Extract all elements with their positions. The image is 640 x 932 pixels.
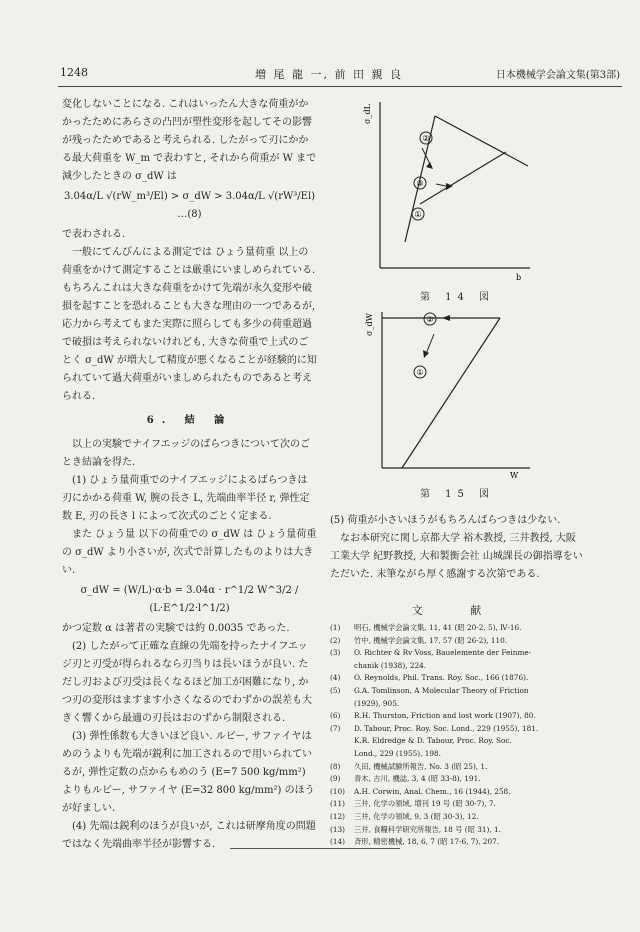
page-number: 1248	[60, 66, 88, 79]
conclusion-item-5: (5) 荷重が小さいほうがもちろんばらつきは少ない.	[330, 515, 561, 526]
reference-text: K.R. Eldredge & D. Tabour, Proc. Roy. Soc.	[354, 736, 512, 746]
figure-14	[360, 96, 560, 286]
conclusion-item-2: (2) したがって正確な直線の先端を持ったナイフエッジ刃と刃受が得られるなら刃当りは長いほうが良い. ただし刃および刃受は長くなるほど加工が困難になり, かつ刃の変形はますます小さくなるのでわずかの誤差も大きく響くから最適の刃長はおのずから制限される.	[62, 641, 312, 724]
paragraph: 一般にてんびんによる測定では ひょう量荷重 以上の荷重をかけて測定することは厳重にいましめられている. もちろんこれは大きな荷重をかけて先端が永久変形や破損を起すことを恐れることも大きな理由の一つであるが, 応力から考えてもまた実際に照らしても多少の荷重超過で破損は考えられないけれども, 大きな荷重で上式のごとく σ_dW が増大して精度が悪くなることが経験的に知られていて過大荷重がいましめられたものであると考えられる.	[62, 247, 317, 402]
reference-item	[330, 685, 590, 698]
reference-item	[330, 660, 590, 673]
fig15-diagonal	[402, 318, 500, 468]
reference-text: 三井, 化学の領域, 増刊 19 号 (昭 30-7), 7.	[354, 799, 496, 809]
conclusion-item-4: (4) 先端は鋭利のほうが良いが, これは研摩角度の問題ではなく先端曲率半径が影響する.	[62, 821, 316, 850]
footer-rule	[230, 848, 400, 849]
fig15-xlabel: W	[510, 471, 519, 478]
reference-number: (11)	[330, 799, 345, 809]
reference-number: (5)	[330, 685, 341, 695]
reference-number: (2)	[330, 635, 341, 645]
paragraph: で表わされる.	[62, 229, 126, 240]
header-rule	[58, 86, 622, 87]
reference-text: 明石, 機械学会論文集, 11, 41 (昭 20-2, 5), Ⅳ-16.	[354, 623, 522, 632]
reference-item	[330, 836, 590, 849]
reference-number: (4)	[330, 673, 341, 683]
references-list	[330, 622, 590, 849]
reference-item	[330, 698, 590, 711]
reference-item	[330, 710, 590, 723]
paragraph: かつ定数 α は著者の実験では約 0.0035 であった.	[62, 623, 290, 634]
left-column	[62, 96, 317, 854]
fig14-marker-1: ①	[414, 210, 422, 219]
references-title: 文 献	[411, 604, 504, 617]
reference-number: (6)	[330, 711, 341, 721]
reference-text: (1929), 905.	[354, 698, 400, 708]
equation-8: 3.04α/L √(rW_m³/El) > σ_dW > 3.04α/L √(rW³/El) …(8)	[63, 191, 316, 220]
equation-9: σ_dW = (W/L)·α·b = 3.04α · r^1/2 W^3/2 / (L·E^1/2·l^1/2)	[80, 585, 299, 614]
reference-text: R.H. Thurston, Friction and lost work (1907), 80.	[354, 711, 536, 721]
reference-item	[330, 635, 590, 648]
reference-text: O. Richter & Rv Voss, Bauelemente der Feinme-	[354, 648, 532, 658]
reference-text: 斉形, 精密機械, 18, 6, 7 (昭 17-6, 7), 207.	[354, 837, 500, 847]
paragraph: 以上の実験でナイフエッジのばらつきについて次のごとき結論を得た.	[62, 439, 310, 468]
fig14-marker-3: ③	[416, 179, 424, 188]
paragraph: また ひょう量 以下の荷重での σ_dW は ひょう量荷重 の σ_dW より小さいが, 次式で計算したものよりは大きい.	[62, 529, 317, 576]
figure-14-caption: 第 14 図	[420, 292, 496, 303]
reference-text: 久田, 機械試験所報告, No. 3 (昭 25), 1.	[354, 761, 488, 771]
figure-15-caption: 第 15 図	[420, 489, 496, 500]
reference-item	[330, 723, 590, 736]
reference-number: (3)	[330, 648, 341, 658]
reference-item	[330, 647, 590, 660]
reference-number: (14)	[330, 837, 345, 847]
reference-item	[330, 748, 590, 761]
conclusion-item-1: (1) ひょう量荷重でのナイフエッジによるばらつきは刃にかかる荷重 W, 腕の長さ L, 先端曲率半径 r, 弾性定数 E, 刃の長さ l によって次式のごとく定まる.	[62, 475, 310, 522]
reference-item	[330, 786, 590, 799]
section-title: 6. 結 論	[146, 415, 233, 426]
fig15-marker-2: ②	[426, 315, 434, 324]
fig14-curve-lower	[420, 152, 506, 204]
reference-number: (12)	[330, 811, 345, 821]
reference-text: 三井, 食糧科学研究所報告, 18 号 (昭 31), 1.	[354, 824, 501, 834]
reference-number: (1)	[330, 623, 341, 632]
reference-text: D. Tabour, Proc. Roy. Soc. Lond., 229 (1955), 181.	[354, 723, 539, 733]
reference-text: A.H. Corwin, Anal. Chem., 16 (1944), 258.	[354, 786, 511, 796]
paragraph: 変化しないことになる. これはいったん大きな荷重がかかったためにあらさの凸凹が塑性変形を起してその影響が残ったためであると考えられる. したがって刃にかかる最大荷重を W_m で表わすと, それから荷重が W まで減少したときの σ_dW は	[62, 99, 317, 182]
fig15-arrow-2	[442, 315, 450, 321]
fig14-marker-2: ②	[422, 134, 430, 143]
reference-item	[330, 622, 590, 635]
reference-number: (8)	[330, 761, 341, 771]
reference-number: (13)	[330, 824, 345, 834]
reference-text: G.A. Tomlinson, A Molecular Theory of Friction	[354, 685, 529, 695]
reference-text: 三井, 化学の領域, 9, 3 (昭 30-3), 12.	[354, 811, 479, 821]
fig15-marker-1: ①	[416, 368, 424, 377]
header-journal: 日本機械学会論文集(第3部)	[495, 70, 620, 81]
reference-item	[330, 773, 590, 786]
reference-item	[330, 761, 590, 774]
reference-number: (7)	[330, 723, 341, 733]
fig15-ylabel: σ_dW	[365, 313, 374, 336]
fig14-xlabel: b	[516, 273, 522, 282]
reference-text: 竹中, 機械学会論文集, 17, 57 (昭 26-2), 110.	[354, 635, 508, 645]
reference-item	[330, 672, 590, 685]
reference-item	[330, 798, 590, 811]
reference-text: 青木, 古川, 機誌, 3, 4 (昭 33-8), 191.	[354, 774, 481, 784]
reference-number: (10)	[330, 786, 345, 796]
reference-item	[330, 824, 590, 837]
fig14-ylabel: σ_dL	[363, 104, 372, 124]
figure-15	[360, 306, 560, 478]
fig15-arrow-1	[423, 350, 429, 358]
fig14-curve-right	[435, 116, 528, 166]
reference-text: Lond., 229 (1955), 198.	[354, 748, 441, 758]
reference-text: O. Reynolds, Phil. Trans. Roy. Soc., 166 (1876).	[354, 673, 529, 683]
reference-text: chanik (1938), 224.	[354, 660, 427, 670]
reference-item	[330, 735, 590, 748]
reference-item	[330, 811, 590, 824]
header-authors: 増 尾 龍 一, 前 田 親 良	[255, 68, 403, 81]
right-column	[330, 512, 585, 584]
conclusion-item-3: (3) 弾性係数も大きいほど良い. ルビー, サファイヤはめのうよりも先端が鋭利に加工されるので用いられているが, 弾性定数の点からもめのう (E=7 500 kg/mm²) よりもルビー, サファイヤ (E=32 800 kg/mm²) のほうが好ましい.	[62, 731, 315, 814]
acknowledgement: なお本研究に関し京都大学 裕木教授, 三井教授, 大阪工業大学 紀野教授, 大和製衡会社 山城課長の御指導をいただいた. 末筆ながら厚く感謝する次第である.	[330, 533, 583, 580]
reference-number: (9)	[330, 774, 341, 784]
page-header	[60, 66, 620, 84]
